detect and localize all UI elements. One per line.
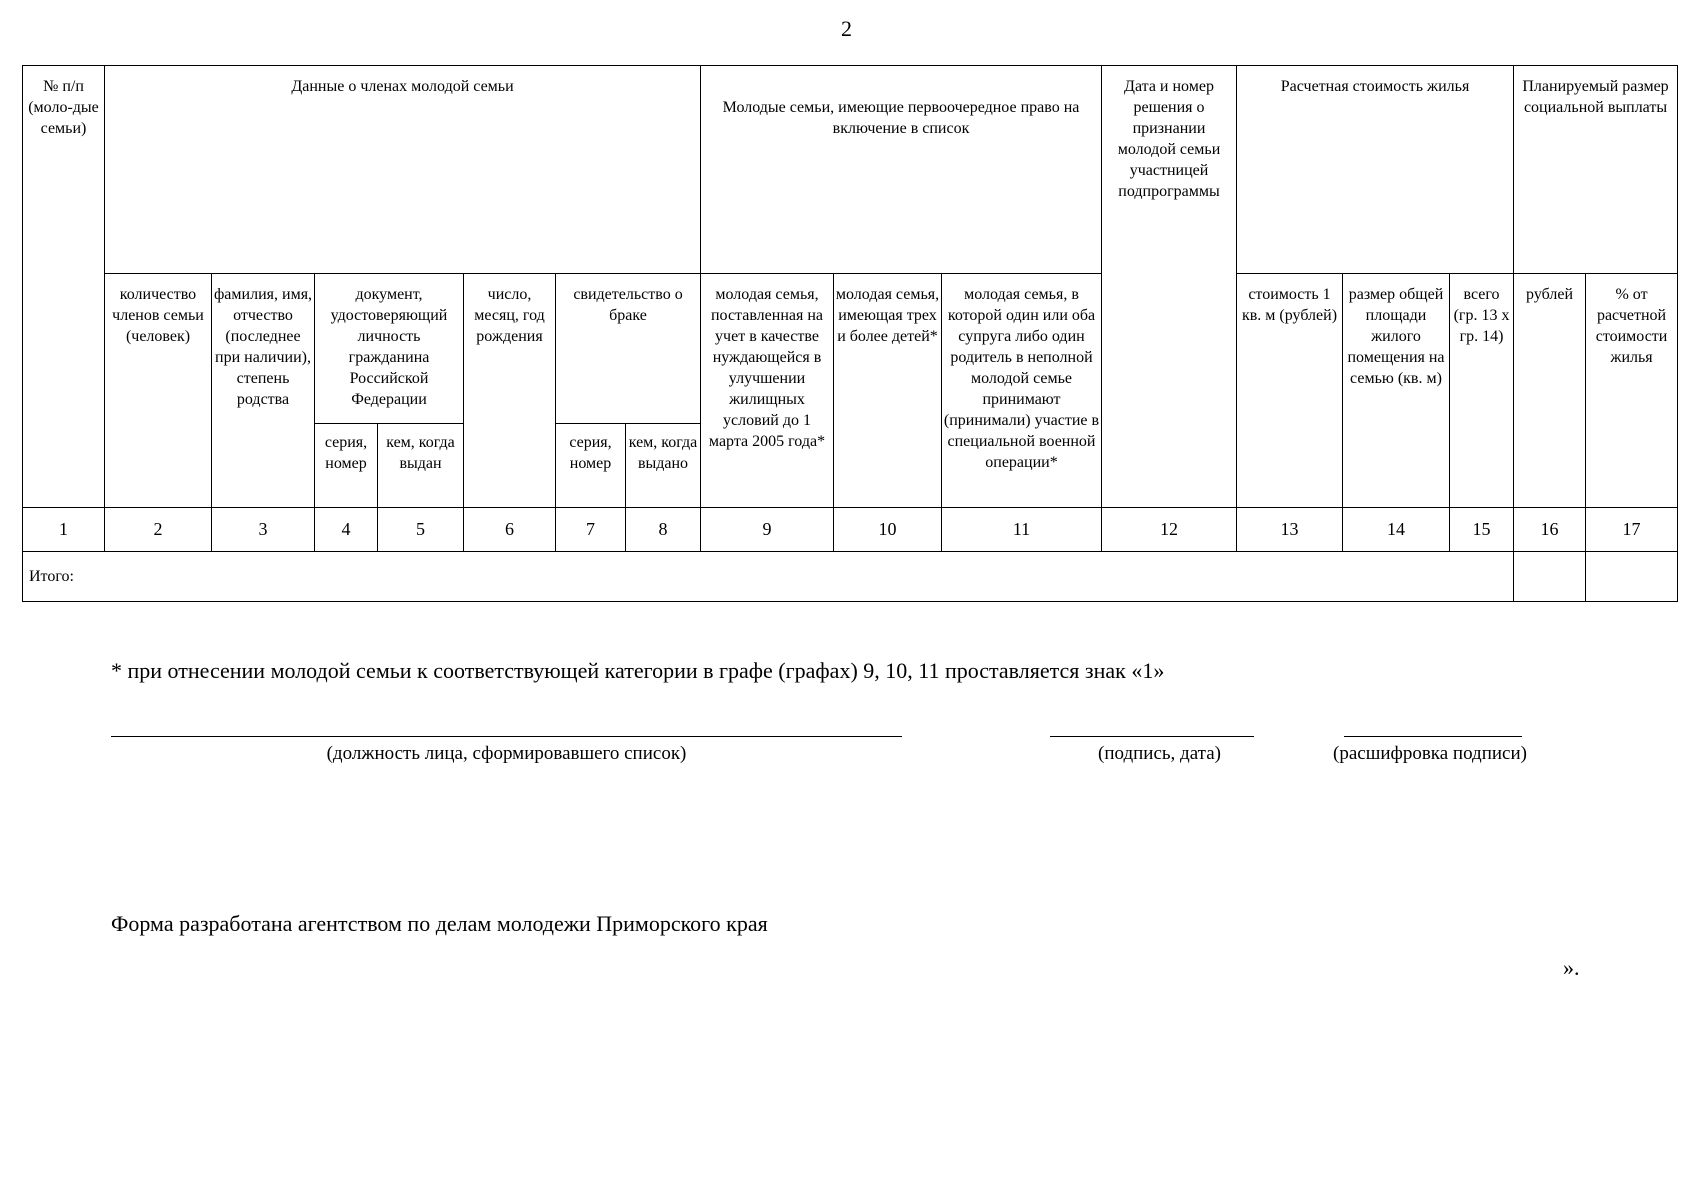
total-label: Итого: — [23, 552, 1514, 602]
column-number: 10 — [834, 508, 942, 552]
decryption-signature-line — [1344, 736, 1522, 737]
header-decision: Дата и номер решения о признании молодой семьи участницей подпрограммы — [1102, 66, 1237, 508]
header-cost-per-sqm: стоимость 1 кв. м (рублей) — [1237, 274, 1343, 508]
header-identity-document: документ, удостоверяющий личность гражданина Российской Федерации — [315, 274, 464, 424]
column-number: 7 — [556, 508, 626, 552]
column-number: 16 — [1514, 508, 1586, 552]
column-number: 1 — [23, 508, 105, 552]
header-payment-percent: % от расчетной стоимости жилья — [1586, 274, 1678, 508]
column-number: 6 — [464, 508, 556, 552]
column-number: 12 — [1102, 508, 1237, 552]
closing-quote: ». — [1563, 955, 1580, 980]
header-total-area: размер общей площади жилого помещения на семью (кв. м) — [1343, 274, 1450, 508]
form-developer-note: Форма разработана агентством по делам молодежи Приморского края — [111, 911, 768, 936]
header-members-count: количество членов семьи (человек) — [105, 274, 212, 508]
header-doc-issued: кем, когда выдан — [378, 424, 464, 508]
column-number: 2 — [105, 508, 212, 552]
header-payment-rubles: рублей — [1514, 274, 1586, 508]
column-number: 14 — [1343, 508, 1450, 552]
family-list-table — [22, 65, 1678, 602]
header-cert-series: серия, номер — [556, 424, 626, 508]
column-number: 8 — [626, 508, 701, 552]
header-family-members: Данные о членах молодой семьи — [105, 66, 701, 274]
signature-caption: (подпись, дата) — [1098, 743, 1221, 764]
column-number: 15 — [1450, 508, 1514, 552]
header-marriage-certificate: свидетельство о браке — [556, 274, 701, 424]
column-number: 4 — [315, 508, 378, 552]
header-military-operation: молодая семья, в которой один или оба супруга либо один родитель в неполной молодой семье принимают (принимали) участие в специальной военной операции* — [942, 274, 1102, 508]
header-registered-before-2005: молодая семья, поставленная на учет в качестве нуждающейся в улучшении жилищных условий до 1 марта 2005 года* — [701, 274, 834, 508]
page-number: 2 — [841, 16, 852, 41]
header-social-payment: Планируемый размер социальной выплаты — [1514, 66, 1678, 274]
footnote: * при отнесении молодой семьи к соответствующей категории в графе (графах) 9, 10, 11 проставляется знак «1» — [111, 658, 1165, 683]
header-cost-total: всего (гр. 13 х гр. 14) — [1450, 274, 1514, 508]
position-caption: (должность лица, сформировавшего список) — [326, 743, 687, 764]
position-signature-line — [111, 736, 902, 737]
decryption-caption: (расшифровка подписи) — [1333, 743, 1527, 764]
header-three-children: молодая семья, имеющая трех и более детей* — [834, 274, 942, 508]
total-payment-rubles — [1514, 552, 1586, 602]
column-number: 13 — [1237, 508, 1343, 552]
signature-line — [1050, 736, 1254, 737]
column-number: 9 — [701, 508, 834, 552]
column-number: 3 — [212, 508, 315, 552]
header-number: № п/п (моло-дые семьи) — [23, 66, 105, 508]
header-doc-series: серия, номер — [315, 424, 378, 508]
header-cert-issued: кем, когда выдано — [626, 424, 701, 508]
total-payment-percent — [1586, 552, 1678, 602]
header-priority-right: Молодые семьи, имеющие первоочередное право на включение в список — [701, 66, 1102, 274]
header-full-name: фамилия, имя, отчество (последнее при наличии), степень родства — [212, 274, 315, 508]
column-number: 17 — [1586, 508, 1678, 552]
column-number: 5 — [378, 508, 464, 552]
header-birth-date: число, месяц, год рождения — [464, 274, 556, 508]
header-housing-cost: Расчетная стоимость жилья — [1237, 66, 1514, 274]
column-number: 11 — [942, 508, 1102, 552]
